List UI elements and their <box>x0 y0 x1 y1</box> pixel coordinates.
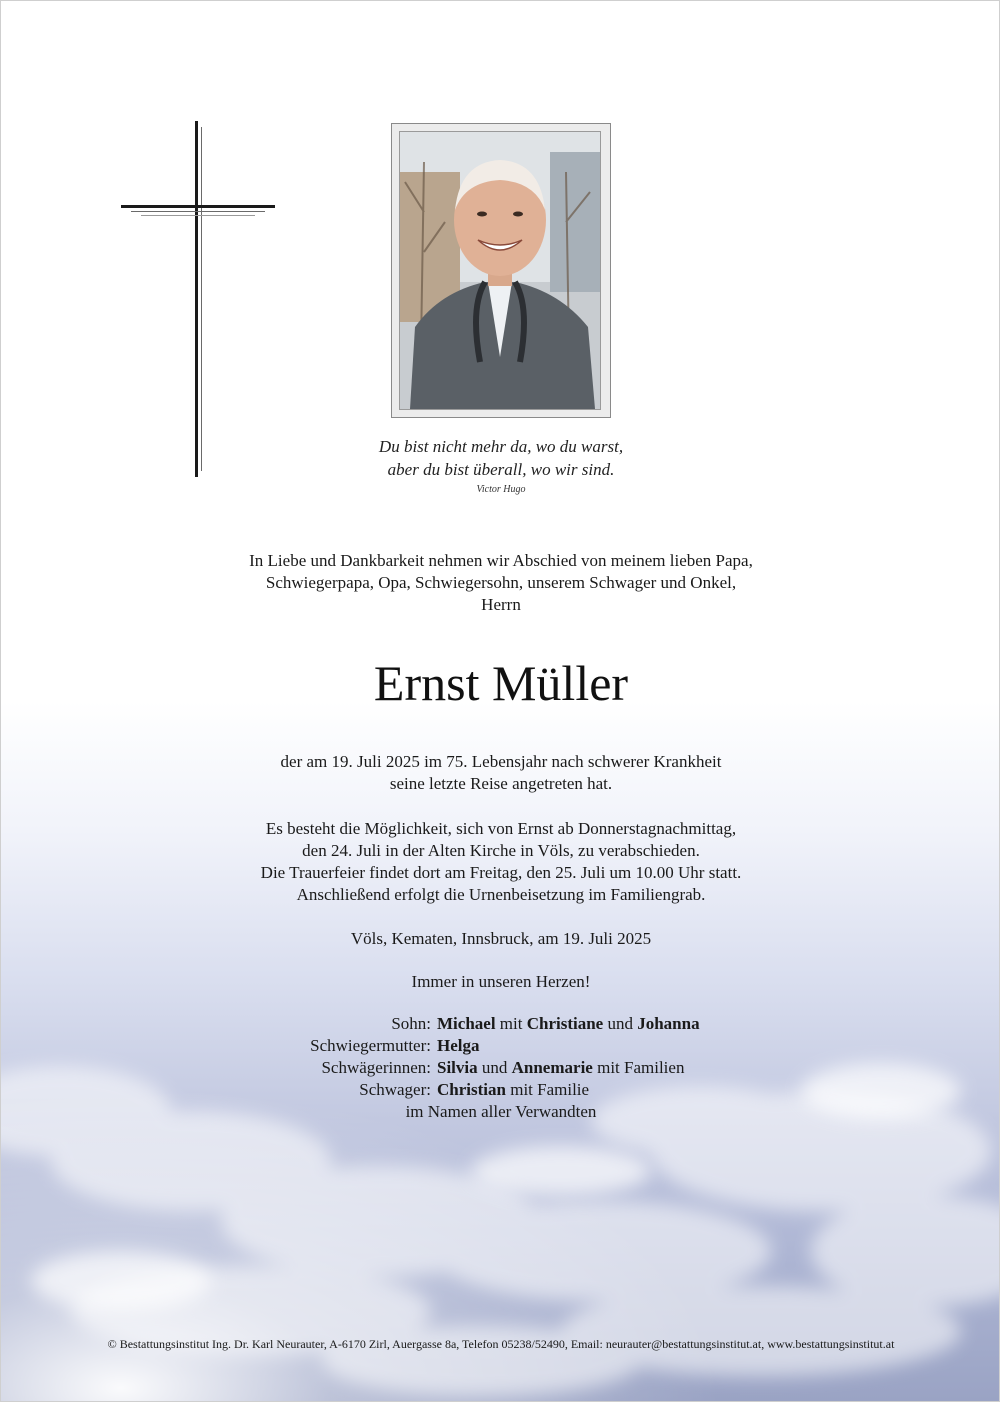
mourner-relation: Schwägerinnen: <box>321 1058 431 1077</box>
intro-line-1: In Liebe und Dankbarkeit nehmen wir Abschied von meinem lieben Papa, <box>249 551 753 570</box>
service-line-3: Die Trauerfeier findet dort am Freitag, den 25. Juli um 10.00 Uhr statt. <box>260 863 742 882</box>
death-line-1: der am 19. Juli 2025 im 75. Lebensjahr nach schwerer Krankheit <box>280 752 722 771</box>
mourner-relation: Schwiegermutter: <box>310 1036 431 1055</box>
mourner-name: Helga <box>437 1036 480 1055</box>
mourner-connector: und <box>603 1014 638 1033</box>
service-line-1: Es besteht die Möglichkeit, sich von Ernst ab Donnerstagnachmittag, <box>265 819 737 838</box>
quote-line-2: aber du bist überall, wo wir sind. <box>387 460 615 479</box>
intro-line-2: Schwiegerpapa, Opa, Schwiegersohn, unserem Schwager und Onkel, <box>265 573 737 592</box>
mourner-connector: und <box>477 1058 512 1077</box>
mourner-connector: mit Familien <box>592 1058 685 1077</box>
deceased-name: Ernst Müller <box>373 655 629 711</box>
place-and-date: Völs, Kematen, Innsbruck, am 19. Juli 2025 <box>350 929 652 948</box>
mourner-names <box>437 1057 684 1079</box>
intro-text <box>131 550 871 616</box>
service-line-4: Anschließend erfolgt die Urnenbeisetzung im Familiengrab. <box>296 885 706 904</box>
closing-line: im Namen aller Verwandten <box>405 1102 597 1121</box>
mourner-names <box>437 1035 480 1057</box>
death-notice <box>131 751 871 795</box>
mourner-name: Silvia <box>437 1058 478 1077</box>
mourner-row <box>201 1013 841 1035</box>
mourner-name: Annemarie <box>511 1058 593 1077</box>
mourner-name: Michael <box>437 1014 496 1033</box>
mourner-row <box>201 1057 841 1079</box>
cross-icon <box>121 121 275 477</box>
mourner-relation: Schwager: <box>359 1080 431 1099</box>
intro-line-3: Herrn <box>481 595 521 614</box>
mourner-row <box>201 1079 841 1101</box>
mourner-connector: mit <box>495 1014 527 1033</box>
motto: Immer in unseren Herzen! <box>411 972 591 991</box>
mourner-name: Johanna <box>637 1014 700 1033</box>
memorial-quote <box>201 435 801 481</box>
service-line-2: den 24. Juli in der Alten Kirche in Völs, zu verabschieden. <box>302 841 700 860</box>
mourners-list <box>201 1013 841 1101</box>
mourner-row <box>201 1035 841 1057</box>
quote-author: Victor Hugo <box>476 484 526 495</box>
mourner-name: Christiane <box>526 1014 604 1033</box>
death-line-2: seine letzte Reise angetreten hat. <box>389 774 613 793</box>
portrait-frame <box>391 123 611 418</box>
footer-imprint: © Bestattungsinstitut Ing. Dr. Karl Neurauter, A-6170 Zirl, Auergasse 8a, Telefon 05238/52490, Email: neurauter@bestattungsinstitut.at, www.bestattungsinstitut.at <box>107 1337 895 1351</box>
mourner-names <box>437 1079 589 1101</box>
quote-line-1: Du bist nicht mehr da, wo du warst, <box>378 437 624 456</box>
mourner-connector: mit Familie <box>505 1080 590 1099</box>
mourner-names <box>437 1013 700 1035</box>
mourner-relation: Sohn: <box>391 1014 431 1033</box>
mourner-name: Christian <box>437 1080 506 1099</box>
service-details <box>121 818 881 906</box>
portrait-photo <box>399 131 601 410</box>
